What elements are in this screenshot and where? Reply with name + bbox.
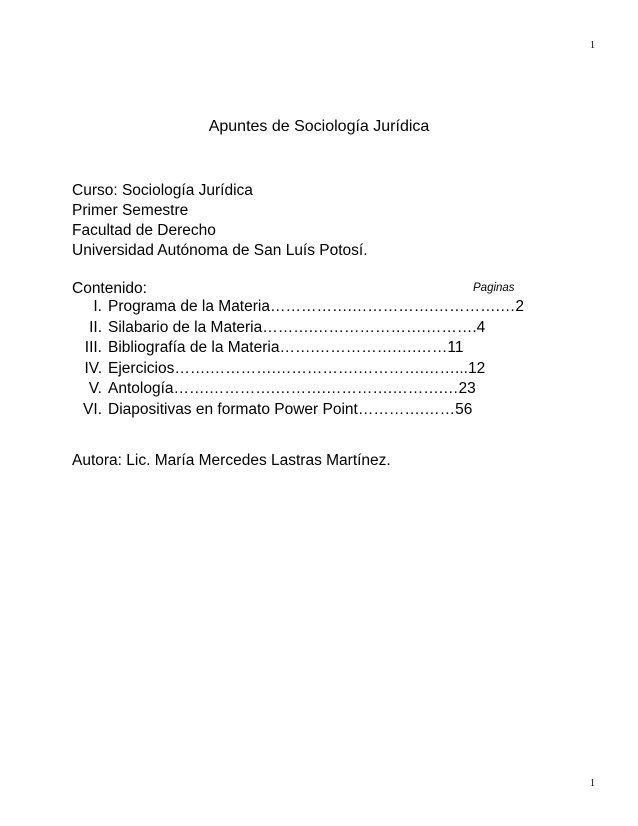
toc-item-number: III. xyxy=(84,339,102,356)
toc-item-text: Programa de la Materia…………….…………….………….…2 xyxy=(108,298,525,315)
toc-item xyxy=(72,318,532,339)
toc-item-text: Ejercicios…….………….…………….………….……...12 xyxy=(108,359,486,377)
page-number-bottom: 1 xyxy=(590,778,595,789)
toc-item xyxy=(72,359,532,380)
toc-item-number: I. xyxy=(93,298,102,315)
toc-item-number: IV. xyxy=(84,359,102,377)
university-line: Universidad Autónoma de San Luís Potosí. xyxy=(72,242,368,259)
semester-line: Primer Semestre xyxy=(72,202,189,219)
toc-item-text: Antología…….………….……….………….……….…23 xyxy=(108,380,476,397)
toc-item-number: II. xyxy=(89,318,102,336)
page-number-top: 1 xyxy=(590,40,595,51)
toc-item-text: Bibliografía de la Materia…….…………….….……11 xyxy=(108,339,464,356)
toc-item-text: Silabario de la Materia……….………………….……….4 xyxy=(108,318,486,336)
table-of-contents xyxy=(72,297,532,420)
toc-item xyxy=(72,338,532,359)
toc-item xyxy=(72,379,532,400)
course-line: Curso: Sociología Jurídica xyxy=(72,182,253,199)
course-info xyxy=(72,181,368,261)
toc-item-number: V. xyxy=(88,380,102,397)
pages-heading: Paginas xyxy=(473,282,515,294)
toc-item-text: Diapositivas en formato Power Point………….……56 xyxy=(108,400,473,418)
contents-heading: Contenido: xyxy=(72,280,147,297)
toc-item xyxy=(72,400,532,421)
toc-item-number: VI. xyxy=(83,400,102,418)
author-line: Autora: Lic. María Mercedes Lastras Martínez. xyxy=(72,452,391,469)
toc-item xyxy=(72,297,532,318)
document-title: Apuntes de Sociología Jurídica xyxy=(208,118,430,135)
faculty-line: Facultad de Derecho xyxy=(72,222,216,239)
